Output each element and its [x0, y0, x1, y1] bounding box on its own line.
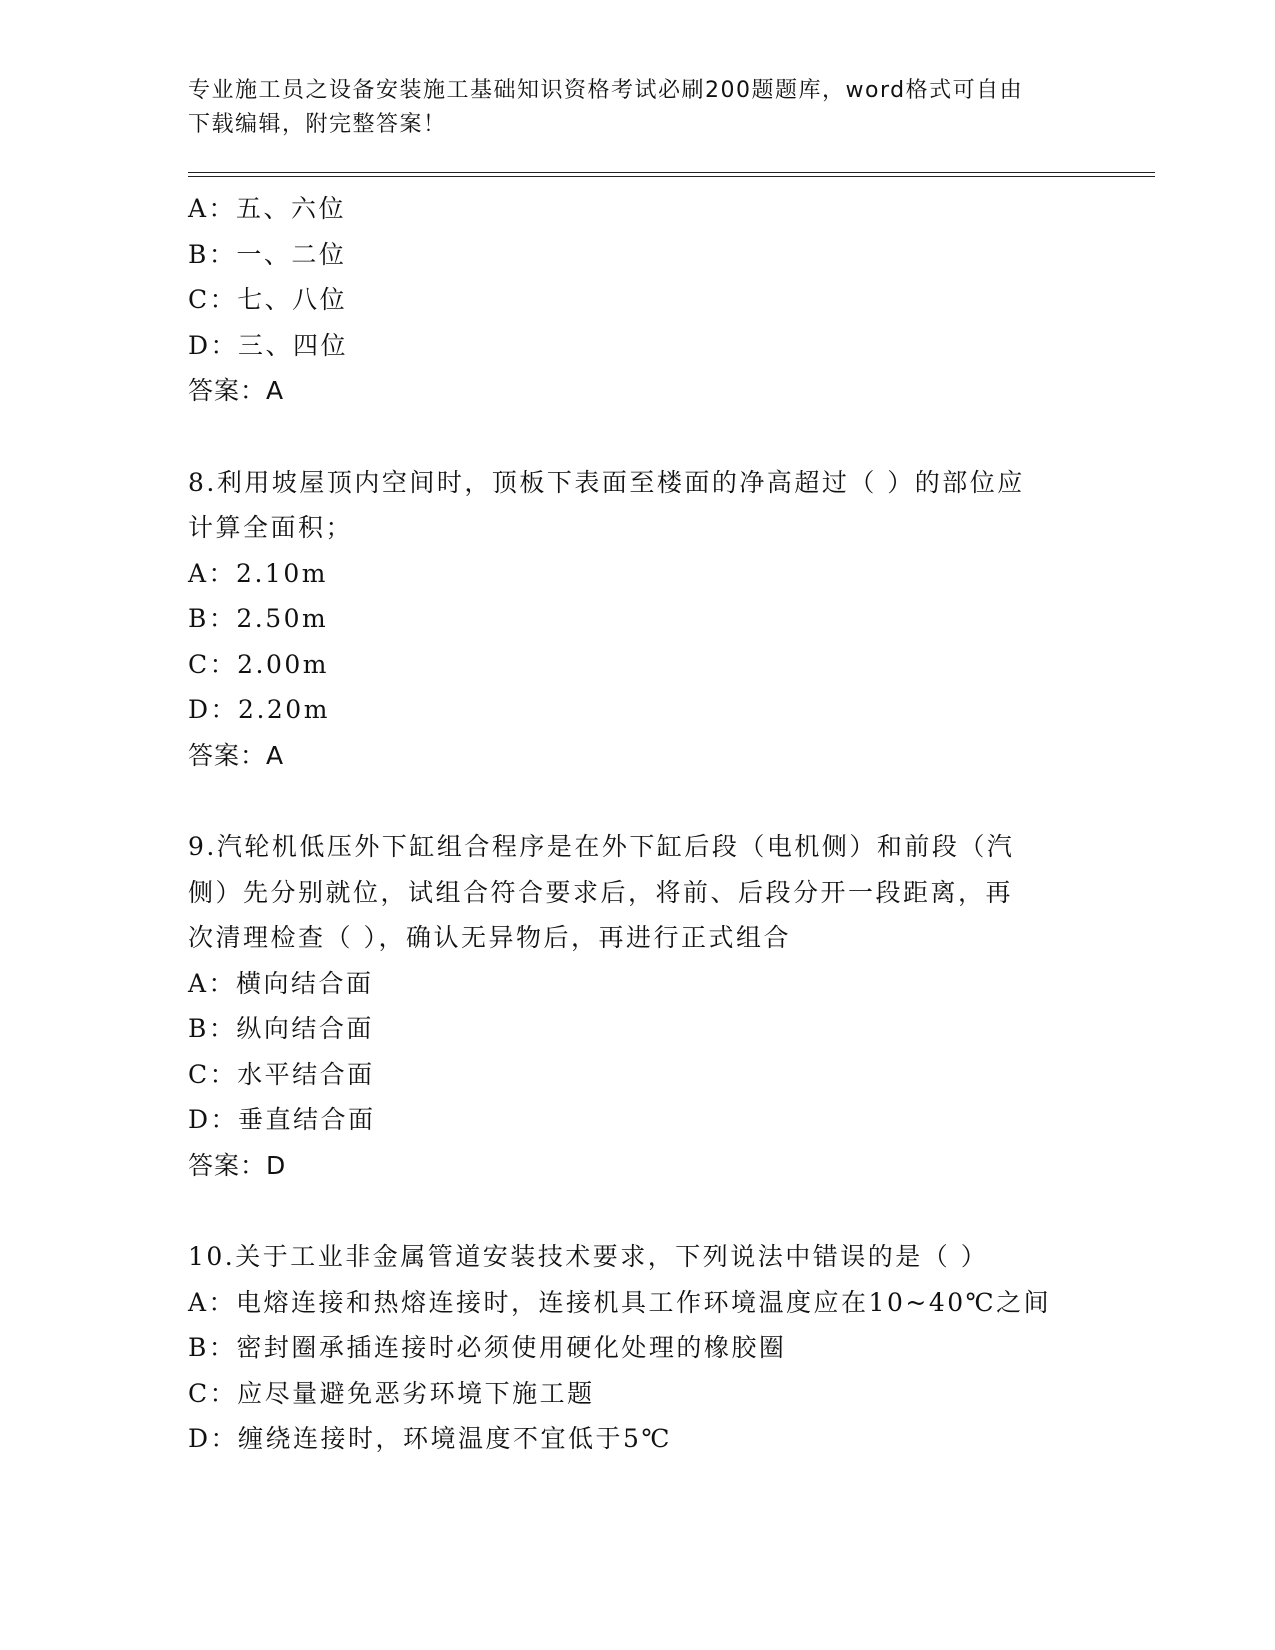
answer: 答案：D — [188, 1150, 287, 1180]
option-b: B：一、二位 — [188, 239, 347, 269]
header-line-1: 专业施工员之设备安装施工基础知识资格考试必刷200题题库，word格式可自由 — [188, 78, 1024, 103]
option-d: D：缠绕连接时，环境温度不宜低于5℃ — [188, 1424, 672, 1453]
question-list — [188, 186, 1148, 1462]
question-8 — [188, 460, 1148, 779]
spacer — [188, 414, 1148, 460]
question-text-line: 侧）先分别就位，试组合符合要求后，将前、后段分开一段距离，再 — [188, 877, 1014, 907]
question-9 — [188, 824, 1148, 1188]
option-a: A：2.10m — [188, 558, 328, 588]
option-b: B：2.50m — [188, 604, 329, 633]
answer: 答案：A — [188, 740, 285, 770]
header-rule-bottom — [188, 176, 1155, 177]
option-a: A：横向结合面 — [188, 968, 374, 998]
option-a: A：电熔连接和热熔连接时，连接机具工作环境温度应在10~40℃之间 — [188, 1287, 1052, 1317]
option-b: B：纵向结合面 — [188, 1014, 374, 1043]
spacer — [188, 778, 1148, 824]
question-text-line: 9.汽轮机低压外下缸组合程序是在外下缸后段（电机侧）和前段（汽 — [188, 832, 1015, 861]
header-rule-top — [188, 172, 1155, 173]
header-line-2: 下载编辑，附完整答案！ — [188, 112, 447, 137]
answer: 答案：A — [188, 376, 285, 405]
option-c: C：2.00m — [188, 649, 329, 679]
question-text-line: 8.利用坡屋顶内空间时，顶板下表面至楼面的净高超过（ ）的部位应 — [188, 467, 1025, 497]
question-text-line: 10.关于工业非金属管道安装技术要求，下列说法中错误的是（ ） — [188, 1242, 989, 1271]
option-b: B：密封圈承插连接时必须使用硬化处理的橡胶圈 — [188, 1333, 787, 1362]
spacer — [188, 1188, 1148, 1234]
option-c: C：应尽量避免恶劣环境下施工题 — [188, 1378, 595, 1408]
option-d: D：三、四位 — [188, 330, 349, 360]
question-10 — [188, 1234, 1148, 1462]
option-d: D：2.20m — [188, 695, 330, 724]
option-c: C：水平结合面 — [188, 1059, 375, 1089]
option-c: C：七、八位 — [188, 285, 348, 314]
option-a: A：五、六位 — [188, 194, 347, 223]
question-text-line: 计算全面积； — [188, 513, 354, 542]
option-d: D：垂直结合面 — [188, 1105, 376, 1134]
question-text-line: 次清理检查（ ），确认无异物后，再进行正式组合 — [188, 923, 791, 952]
document-header — [188, 74, 1088, 142]
question-7 — [188, 186, 1148, 414]
